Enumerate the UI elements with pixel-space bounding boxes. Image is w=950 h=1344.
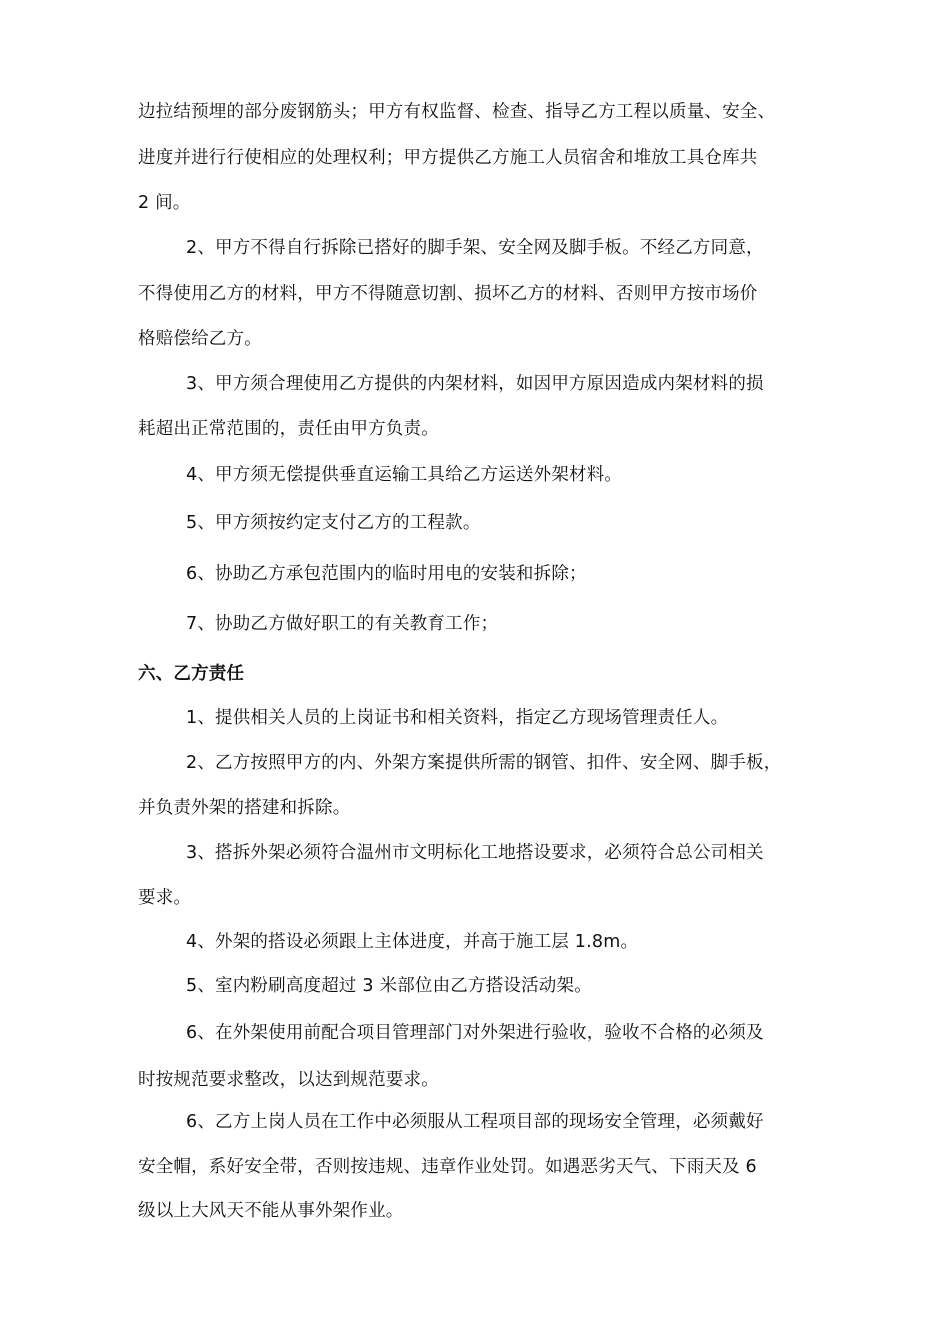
text-line: 格赔偿给乙方。: [138, 329, 262, 349]
text-line: 5、甲方须按约定支付乙方的工程款。: [186, 513, 481, 533]
text-line: 7、协助乙方做好职工的有关教育工作；: [186, 614, 499, 634]
text-line: 4、甲方须无偿提供垂直运输工具给乙方运送外架材料。: [186, 465, 623, 485]
text-line: 4、外架的搭设必须跟上主体进度，并高于施工层 1.8m。: [186, 932, 639, 952]
text-line: 2 间。: [138, 193, 191, 213]
section-heading: 六、乙方责任: [138, 664, 245, 684]
text-line: 1、提供相关人员的上岗证书和相关资料，指定乙方现场管理责任人。: [186, 708, 729, 728]
text-line: 3、搭拆外架必须符合温州市文明标化工地搭设要求，必须符合总公司相关: [186, 843, 764, 863]
text-line: 耗超出正常范围的，责任由甲方负责。: [138, 419, 439, 439]
text-line: 进度并进行行使相应的处理权利；甲方提供乙方施工人员宿舍和堆放工具仓库共: [138, 148, 758, 168]
text-line: 2、乙方按照甲方的内、外架方案提供所需的钢管、扣件、安全网、脚手板，: [186, 753, 782, 773]
text-line: 6、协助乙方承包范围内的临时用电的安装和拆除；: [186, 564, 587, 584]
text-line: 6、在外架使用前配合项目管理部门对外架进行验收，验收不合格的必须及: [186, 1023, 764, 1043]
text-line: 并负责外架的搭建和拆除。: [138, 798, 351, 818]
text-line: 安全帽，系好安全带，否则按违规、违章作业处罚。如遇恶劣天气、下雨天及 6: [138, 1157, 757, 1177]
text-line: 要求。: [138, 888, 192, 908]
text-line: 3、甲方须合理使用乙方提供的内架材料，如因甲方原因造成内架材料的损: [186, 374, 764, 394]
text-line: 5、室内粉刷高度超过 3 米部位由乙方搭设活动架。: [186, 976, 592, 996]
text-line: 2、甲方不得自行拆除已搭好的脚手架、安全网及脚手板。不经乙方同意，: [186, 238, 764, 258]
text-line: 时按规范要求整改，以达到规范要求。: [138, 1070, 439, 1090]
text-line: 级以上大风天不能从事外架作业。: [138, 1201, 404, 1221]
text-line: 6、乙方上岗人员在工作中必须服从工程项目部的现场安全管理，必须戴好: [186, 1112, 764, 1132]
text-line: 不得使用乙方的材料，甲方不得随意切割、损坏乙方的材料、否则甲方按市场价: [138, 284, 758, 304]
text-line: 边拉结预埋的部分废钢筋头；甲方有权监督、检查、指导乙方工程以质量、安全、: [138, 102, 776, 122]
